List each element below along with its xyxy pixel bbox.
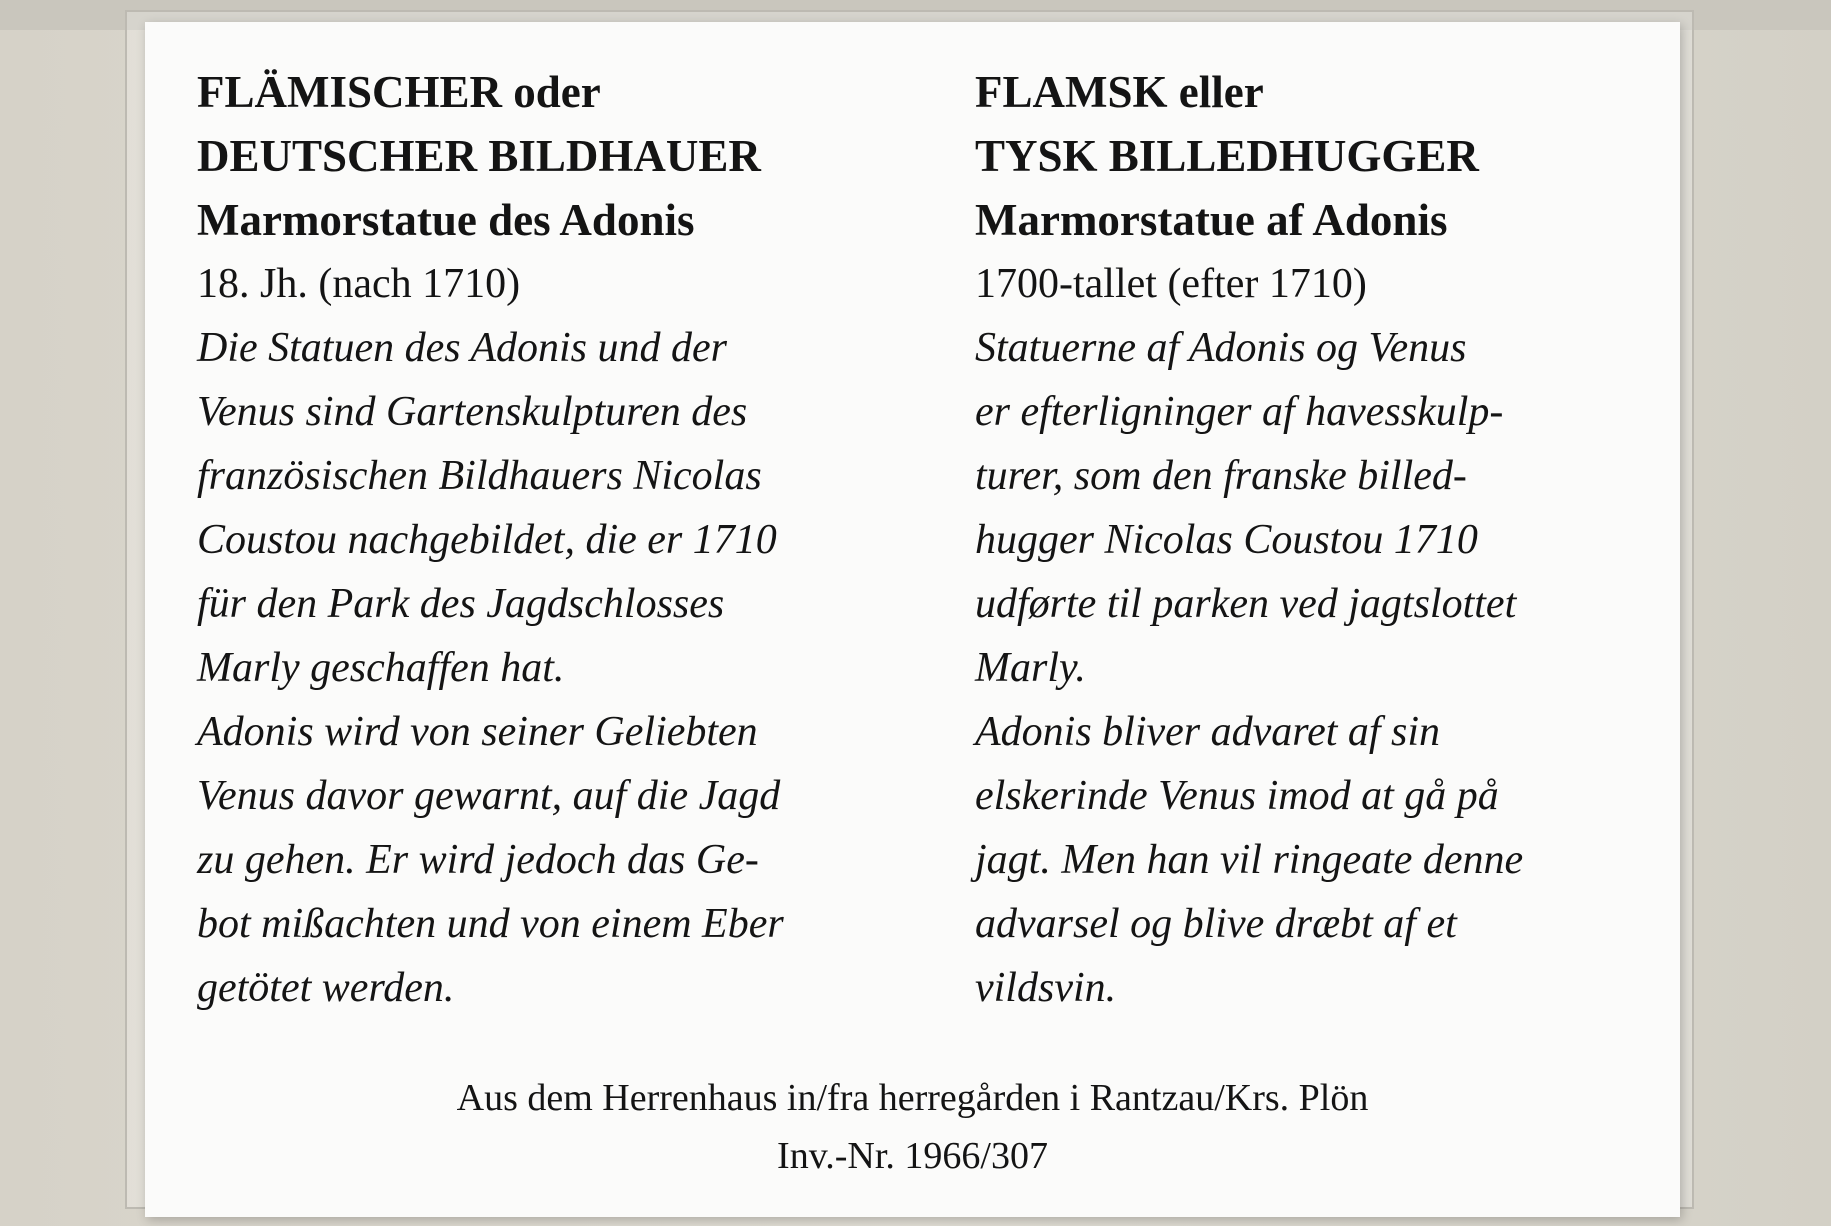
danish-heading-line-1: FLAMSK eller [975,67,1264,117]
german-text-line: Coustou nachgebildet, die er 1710 [197,517,777,563]
german-text-line: bot mißachten und von einem Eber [197,901,784,947]
provenance-line: Aus dem Herrenhaus in/fra herregården i Rantzau/Krs. Plön [456,1077,1369,1119]
german-text-line: französischen Bildhauers Nicolas [197,453,762,499]
danish-text-line: Adonis bliver advaret af sin [975,709,1441,755]
german-text-line: zu gehen. Er wird jedoch das Ge- [197,837,759,883]
german-text-line: getötet werden. [197,965,455,1011]
danish-date: 1700-tallet (efter 1710) [975,261,1367,307]
german-text-line: für den Park des Jagdschlosses [197,581,725,627]
danish-column [975,60,1625,1020]
inventory-number: Inv.-Nr. 1966/307 [777,1135,1048,1177]
german-text-line: Die Statuen des Adonis und der [197,325,728,371]
danish-text-line: Statuerne af Adonis og Venus [975,325,1467,371]
german-date: 18. Jh. (nach 1710) [197,261,521,307]
german-text-line: Venus davor gewarnt, auf die Jagd [197,773,781,819]
danish-text-line: jagt. Men han vil ringeate denne [975,837,1524,883]
german-text-line: Adonis wird von seiner Geliebten [197,709,758,755]
german-text-line: Marly geschaffen hat. [197,645,565,691]
danish-text-line: er efterligninger af havesskulp- [975,389,1504,435]
german-text-line: Venus sind Gartenskulpturen des [197,389,748,435]
danish-text-line: vildsvin. [975,965,1117,1011]
museum-label-plaque [145,22,1680,1217]
danish-text-line: hugger Nicolas Coustou 1710 [975,517,1478,563]
danish-text-line: turer, som den franske billed- [975,453,1467,499]
german-column [197,60,942,1020]
danish-heading-line-2: TYSK BILLEDHUGGER [975,131,1479,181]
german-heading-line-1: FLÄMISCHER oder [197,67,601,117]
german-artwork-title: Marmorstatue des Adonis [197,195,695,245]
german-heading-line-2: DEUTSCHER BILDHAUER [197,131,761,181]
danish-text-line: elskerinde Venus imod at gå på [975,773,1499,819]
danish-artwork-title: Marmorstatue af Adonis [975,195,1448,245]
danish-text-line: advarsel og blive dræbt af et [975,901,1457,947]
danish-text-line: Marly. [975,645,1086,691]
danish-text-line: udførte til parken ved jagtslottet [975,581,1517,627]
